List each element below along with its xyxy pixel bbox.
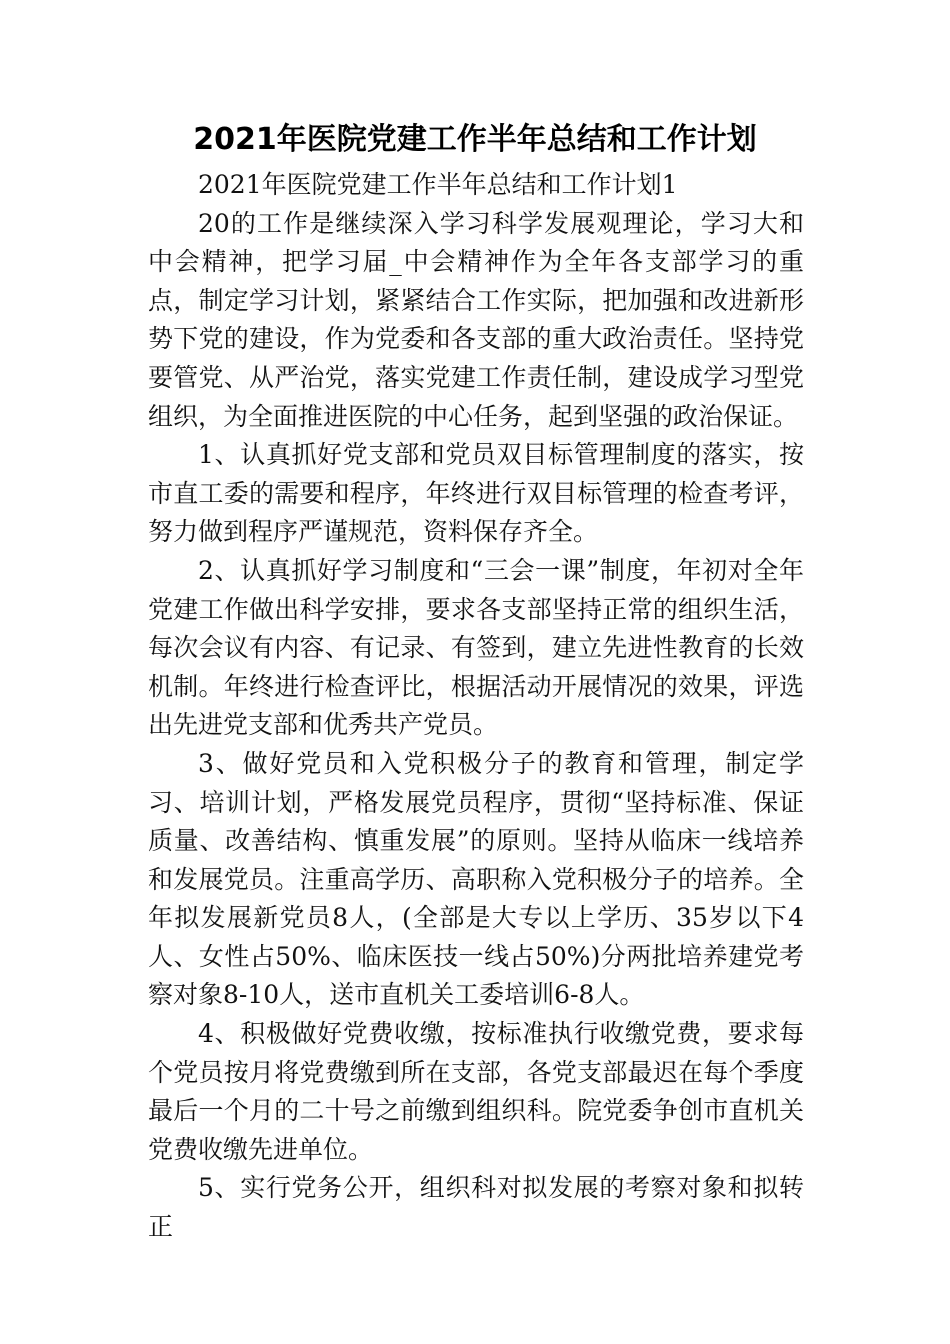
paragraph-item-2: 2、认真抓好学习制度和“三会一课”制度，年初对全年党建工作做出科学安排，要求各支部坚持正常的组织生活，每次会议有内容、有记录、有签到，建立先进性教育的长效机制。年终进行检查评比，根据活动开展情况的效果，评选出先进党支部和优秀共产党员。 — [148, 555, 804, 740]
paragraph-item-3: 3、做好党员和入党积极分子的教育和管理，制定学习、培训计划，严格发展党员程序，贯彻“坚持标准、保证质量、改善结构、慎重发展”的原则。坚持从临床一线培养和发展党员。注重高学历、高职称入党积极分子的培养。全年拟发展新党员8人，(全部是大专以上学历、35岁以下4人、女性占50%、临床医技一线占50%)分两批培养建党考察对象8-10人，送市直机关工委培训6-8人。 — [148, 748, 804, 1010]
paragraph-item-4: 4、积极做好党费收缴，按标准执行收缴党费，要求每个党员按月将党费缴到所在支部，各党支部最迟在每个季度最后一个月的二十号之前缴到组织科。院党委争创市直机关党费收缴先进单位。 — [148, 1019, 804, 1164]
document-title: 2021年医院党建工作半年总结和工作计划 — [193, 122, 757, 157]
document-body — [148, 166, 804, 1247]
paragraph-item-1: 1、认真抓好党支部和党员双目标管理制度的落实，按市直工委的需要和程序，年终进行双目标管理的检查考评，努力做到程序严谨规范，资料保存齐全。 — [148, 440, 804, 547]
paragraph-intro: 20的工作是继续深入学习科学发展观理论，学习大和中会精神，把学习届_中会精神作为全年各支部学习的重点，制定学习计划，紧紧结合工作实际，把加强和改进新形势下党的建设，作为党委和各支部的重大政治责任。坚持党要管党、从严治党，落实党建工作责任制，建设成学习型党组织，为全面推进医院的中心任务，起到坚强的政治保证。 — [148, 208, 804, 431]
document-subtitle: 2021年医院党建工作半年总结和工作计划1 — [198, 170, 678, 199]
paragraph-item-5: 5、实行党务公开，组织科对拟发展的考察对象和拟转正 — [148, 1173, 804, 1242]
